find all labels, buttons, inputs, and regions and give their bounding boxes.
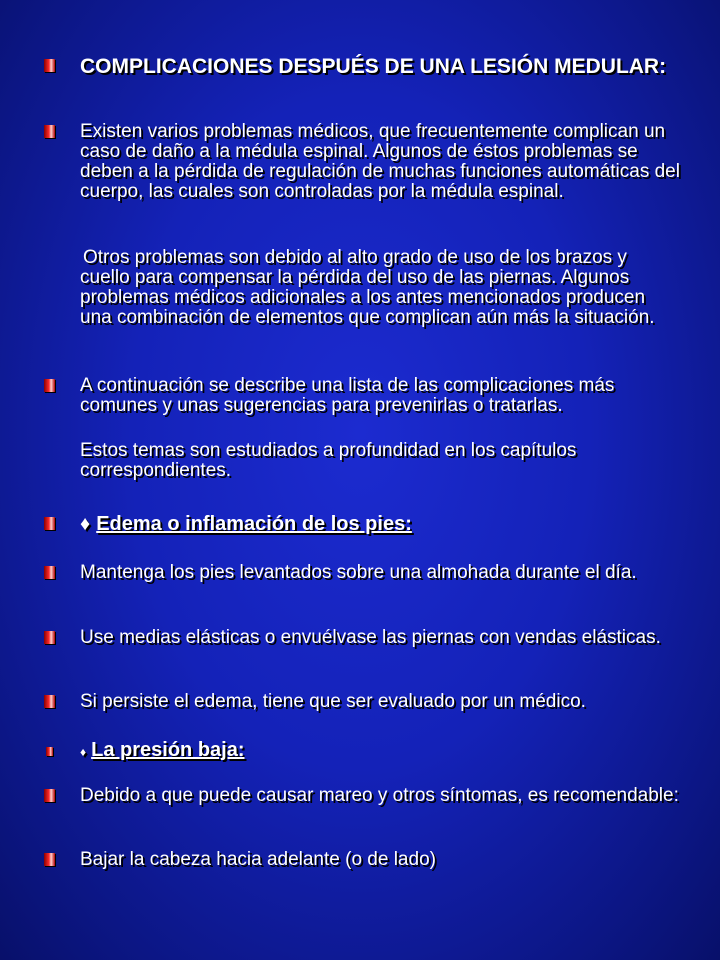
list-intro-text: A continuación se describe una lista de las complicaciones más comunes y unas sugerencias para prevenirlas o tratarlas. — [80, 375, 615, 416]
list-item — [80, 850, 680, 870]
list-item-text: Si persiste el edema, tiene que ser evaluado por un médico. — [80, 691, 586, 712]
list-intro-paragraph — [80, 376, 680, 416]
section-heading-presion — [80, 740, 680, 762]
title-text: COMPLICACIONES DESPUÉS DE UNA LESIÓN MEDULAR: — [80, 55, 667, 78]
bullet-icon — [44, 59, 55, 72]
diamond-icon: ♦ — [80, 513, 91, 535]
section-heading-text: La presión baja: — [91, 739, 245, 761]
list-item-text: Bajar la cabeza hacia adelante (o de lado) — [80, 849, 436, 870]
list-item-text: Mantenga los pies levantados sobre una almohada durante el día. — [80, 562, 637, 583]
list-item — [80, 563, 680, 583]
section-heading-edema — [80, 514, 680, 534]
list-item-text: Use medias elásticas o envuélvase las piernas con vendas elásticas. — [80, 627, 661, 648]
list-item-text: Debido a que puede causar mareo y otros síntomas, es recomendable: — [80, 785, 679, 806]
intro-paragraph — [80, 122, 680, 202]
bullet-icon — [44, 125, 55, 138]
bullet-icon — [44, 631, 55, 644]
bullet-icon — [44, 695, 55, 708]
bullet-icon — [44, 789, 55, 802]
intro-continued-paragraph — [80, 248, 680, 328]
intro-text: Existen varios problemas médicos, que frecuentemente complican un caso de daño a la médula espinal. Algunos de éstos problemas se deben a la pérdida de regulación de muchas funciones automáticas del cuerpo, las cuales son controladas por la médula espinal. — [80, 121, 680, 202]
bullet-icon — [46, 747, 53, 756]
list-item — [80, 786, 680, 806]
section-heading-text: Edema o inflamación de los pies: — [96, 513, 412, 535]
bullet-icon — [44, 853, 55, 866]
bullet-icon — [44, 379, 55, 392]
list-intro-continued-text: Estos temas son estudiados a profundidad en los capítulos correspondientes. — [80, 440, 577, 481]
bullet-icon — [44, 517, 55, 530]
list-intro-continued-paragraph — [80, 441, 680, 481]
list-item — [80, 628, 680, 648]
intro-continued-text: Otros problemas son debido al alto grado de uso de los brazos y cuello para compensar la pérdida del uso de las piernas. Algunos problemas médicos adicionales a los antes mencionados producen una combinación de elementos que complican aún más la situación. — [80, 247, 655, 328]
diamond-icon: ♦ — [80, 745, 87, 759]
bullet-icon — [44, 566, 55, 579]
slide-title — [80, 55, 680, 78]
list-item — [80, 692, 680, 712]
